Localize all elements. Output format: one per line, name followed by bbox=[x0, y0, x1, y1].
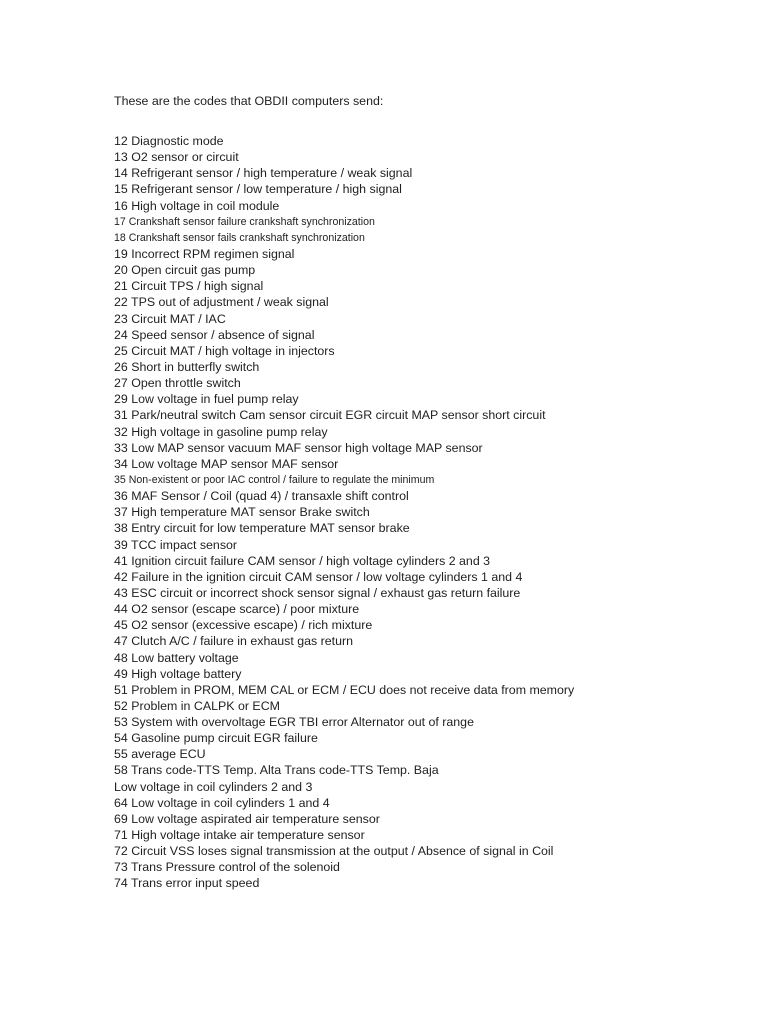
code-item: 26 Short in butterfly switch bbox=[114, 359, 260, 374]
code-item: 16 High voltage in coil module bbox=[114, 198, 280, 213]
code-item: 38 Entry circuit for low temperature MAT sensor brake bbox=[114, 521, 410, 536]
code-item: 25 Circuit MAT / high voltage in injectors bbox=[114, 343, 335, 358]
code-item: 12 Diagnostic mode bbox=[114, 134, 224, 148]
code-item: 37 High temperature MAT sensor Brake switch bbox=[114, 505, 370, 520]
code-item: 13 O2 sensor or circuit bbox=[114, 150, 239, 165]
code-item: 18 Crankshaft sensor fails crankshaft synchronization bbox=[114, 231, 365, 244]
code-item: 45 O2 sensor (excessive escape) / rich mixture bbox=[114, 618, 373, 633]
code-item: 21 Circuit TPS / high signal bbox=[114, 279, 264, 294]
code-item: 55 average ECU bbox=[114, 747, 206, 762]
code-item: 31 Park/neutral switch Cam sensor circuit EGR circuit MAP sensor short circuit bbox=[114, 408, 546, 423]
code-item: 54 Gasoline pump circuit EGR failure bbox=[114, 731, 318, 746]
code-item: 69 Low voltage aspirated air temperature sensor bbox=[114, 811, 380, 826]
code-item: 27 Open throttle switch bbox=[114, 376, 241, 391]
code-item: 35 Non-existent or poor IAC control / failure to regulate the minimum bbox=[114, 473, 435, 486]
code-item: 22 TPS out of adjustment / weak signal bbox=[114, 295, 329, 310]
code-item: 49 High voltage battery bbox=[114, 666, 242, 681]
code-item: 43 ESC circuit or incorrect shock sensor signal / exhaust gas return failure bbox=[114, 585, 521, 600]
document-page bbox=[114, 93, 754, 892]
code-item: 34 Low voltage MAP sensor MAF sensor bbox=[114, 456, 339, 471]
code-item: 20 Open circuit gas pump bbox=[114, 263, 256, 278]
code-item: 51 Problem in PROM, MEM CAL or ECM / ECU does not receive data from memory bbox=[114, 682, 575, 697]
code-item: 47 Clutch A/C / failure in exhaust gas return bbox=[114, 634, 353, 649]
code-item: 41 Ignition circuit failure CAM sensor / high voltage cylinders 2 and 3 bbox=[114, 553, 491, 568]
code-item: 32 High voltage in gasoline pump relay bbox=[114, 424, 328, 439]
code-item: 24 Speed sensor / absence of signal bbox=[114, 327, 315, 342]
code-item: 64 Low voltage in coil cylinders 1 and 4 bbox=[114, 795, 330, 810]
code-item: 29 Low voltage in fuel pump relay bbox=[114, 392, 299, 407]
code-item: 23 Circuit MAT / IAC bbox=[114, 311, 226, 326]
code-item: 74 Trans error input speed bbox=[114, 876, 260, 891]
intro-text: These are the codes that OBDII computers send: bbox=[114, 94, 384, 108]
code-item: 19 Incorrect RPM regimen signal bbox=[114, 246, 295, 261]
code-item: 33 Low MAP sensor vacuum MAF sensor high voltage MAP sensor bbox=[114, 440, 483, 455]
code-item: Low voltage in coil cylinders 2 and 3 bbox=[114, 779, 313, 794]
code-item: 58 Trans code-TTS Temp. Alta Trans code-TTS Temp. Baja bbox=[114, 763, 439, 778]
code-item: 15 Refrigerant sensor / low temperature / high signal bbox=[114, 182, 402, 197]
code-item: 52 Problem in CALPK or ECM bbox=[114, 698, 280, 713]
code-item: 53 System with overvoltage EGR TBI error Alternator out of range bbox=[114, 715, 474, 730]
code-list bbox=[114, 133, 754, 892]
code-item: 73 Trans Pressure control of the solenoid bbox=[114, 860, 340, 875]
code-item: 14 Refrigerant sensor / high temperature / weak signal bbox=[114, 166, 413, 181]
code-item: 42 Failure in the ignition circuit CAM sensor / low voltage cylinders 1 and 4 bbox=[114, 569, 523, 584]
code-item: 44 O2 sensor (escape scarce) / poor mixture bbox=[114, 602, 360, 617]
code-item: 17 Crankshaft sensor failure crankshaft synchronization bbox=[114, 215, 375, 228]
code-item: 39 TCC impact sensor bbox=[114, 537, 238, 552]
code-item: 72 Circuit VSS loses signal transmission at the output / Absence of signal in Coil bbox=[114, 844, 554, 859]
code-item: 71 High voltage intake air temperature sensor bbox=[114, 828, 365, 843]
code-item: 48 Low battery voltage bbox=[114, 650, 239, 665]
code-item: 36 MAF Sensor / Coil (quad 4) / transaxle shift control bbox=[114, 489, 409, 504]
